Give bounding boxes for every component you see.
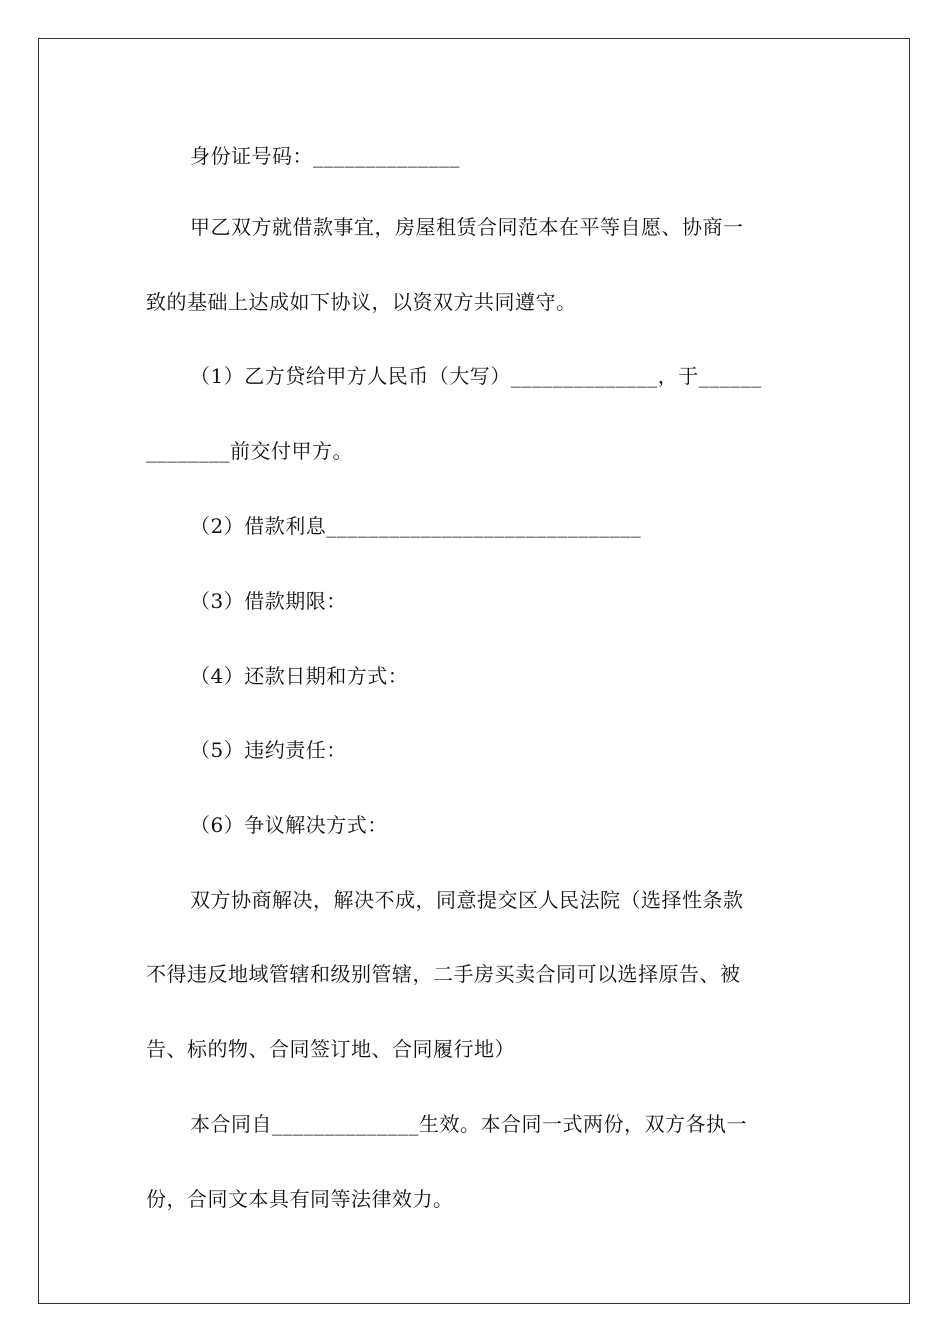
- clause-2-interest: （2）借款利息______________________________: [190, 514, 642, 538]
- clause-3-term: （3）借款期限：: [190, 589, 347, 613]
- clause-5-liability: （5）违约责任：: [190, 738, 347, 762]
- paragraph-intro-line-1: 甲乙双方就借款事宜，房屋租赁合同范本在平等自愿、协商一: [190, 215, 744, 239]
- clause-1-line-2: ________前交付甲方。: [146, 439, 353, 463]
- effective-paragraph-line-2: 份，合同文本具有同等法律效力。: [146, 1187, 454, 1211]
- dispute-paragraph-line-2: 不得违反地域管辖和级别管辖，二手房买卖合同可以选择原告、被: [146, 962, 741, 986]
- dispute-paragraph-line-1: 双方协商解决，解决不成，同意提交区人民法院（选择性条款: [190, 888, 744, 912]
- clause-4-repayment: （4）还款日期和方式：: [190, 664, 409, 688]
- id-number-line: 身份证号码：______________: [190, 144, 460, 168]
- clause-6-dispute: （6）争议解决方式：: [190, 813, 388, 837]
- paragraph-intro-line-2: 致的基础上达成如下协议，以资双方共同遵守。: [146, 290, 577, 314]
- dispute-paragraph-line-3: 告、标的物、合同签订地、合同履行地）: [146, 1037, 515, 1061]
- clause-1-line-1: （1）乙方贷给甲方人民币（大写）______________，于______: [190, 364, 762, 388]
- effective-paragraph-line-1: 本合同自______________生效。本合同一式两份，双方各执一: [190, 1112, 747, 1136]
